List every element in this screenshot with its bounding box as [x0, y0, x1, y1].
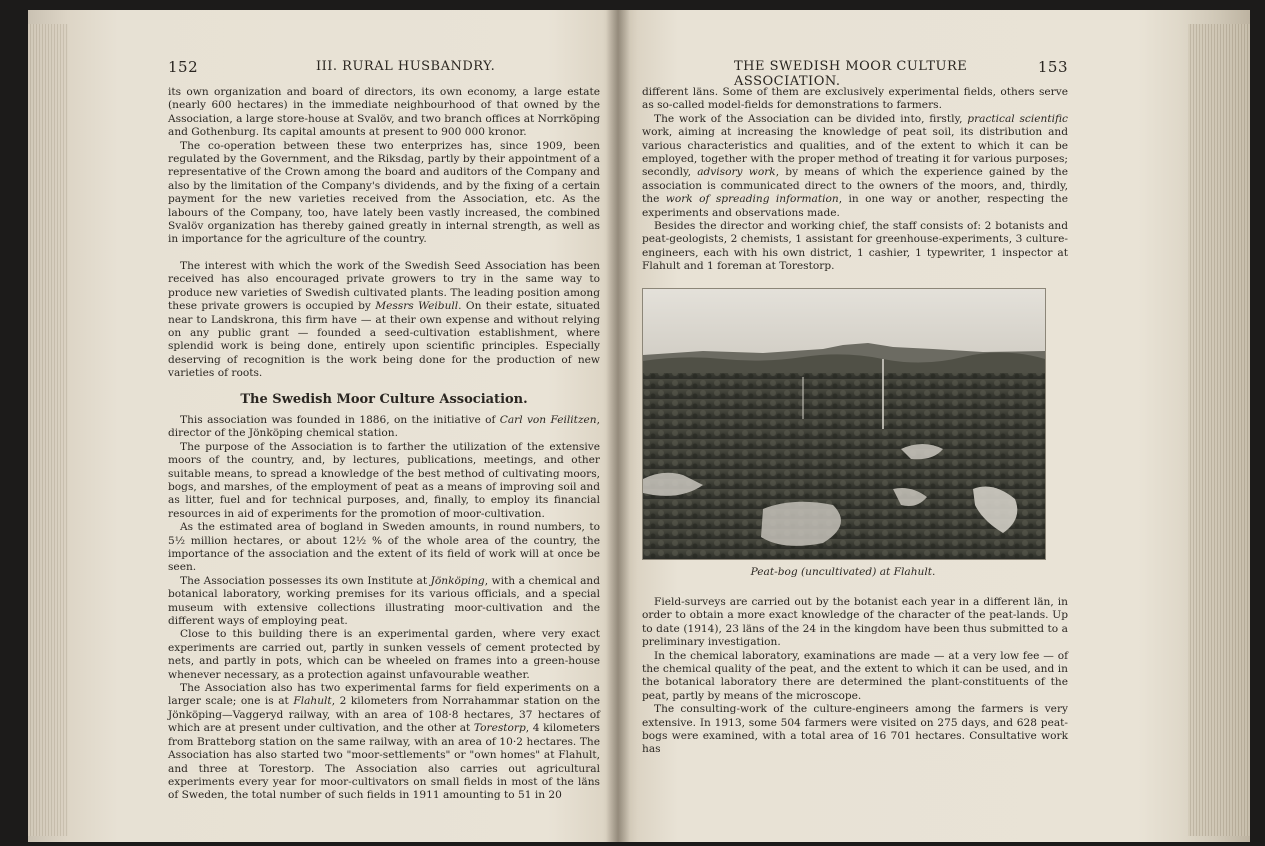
weibull-paragraph: The interest with which the work of the Swedish Seed Association has been received has also encouraged private growers to try in the same way to produce new varieties of Swedish cultivated plants. The leading position among these private growers is occupied by Messrs Weibull. On their estate, situated near to Landskrona, this firm have — at their own expense and without relying on any public grant — founded a seed-cultivation establishment, where splendid work is being done, entirely upon scientific principles. Especially deserving of recognition is the work being done for the production of new varieties of roots.	[168, 259, 601, 380]
founding-paragraph: This association was founded in 1886, on the initiative of Carl von Feilitzen, director of the Jönköping chemical station.	[168, 413, 600, 440]
italic-name: Jönköping	[430, 574, 485, 587]
work-paragraph: The work of the Association can be divided into, firstly, practical scientific work, aiming at increasing the knowledge of peat soil, its distribution and various characteristics and qualities, and of the extent to which it can be employed, together with the proper method of treating it for various purposes; secondly, advisory work, by means of which the experience gained by the association is communicated direct to the owners of the moors, and, thirdly, the work of spreading information, in one way or another, respecting the experiments and observations made.	[642, 112, 1068, 219]
paragraph: Field-surveys are carried out by the botanist each year in a different län, in order to obtain a more exact knowledge of the character of the peat-lands. Up to date (1914), 23 läns of the 24 in the kingdom have been thus submitted to a preliminary investigation.	[642, 596, 1068, 649]
italic-term: work of spreading information	[665, 193, 839, 206]
book-spread	[28, 10, 1250, 842]
book-gutter	[606, 10, 630, 842]
left-running-head: III. RURAL HUSBANDRY.	[316, 59, 496, 74]
right-running-head: THE SWEDISH MOOR CULTURE ASSOCIATION.	[734, 59, 968, 89]
left-page-number: 152	[168, 58, 199, 76]
institute-paragraph: The Association possesses its own Institute at Jönköping, with a chemical and botanical laboratory, working premises for its various officials, and a special museum with extensive collections illustrating moor-cultivation and the different ways of employing peat.	[168, 574, 600, 628]
paragraph: In the chemical laboratory, examinations are made — at a very low fee — of the chemical quality of the peat, and the extent to which it can be used, and in the botanical laboratory there are determined the plant-constituents of the peat, partly by means of the microscope.	[642, 649, 1068, 702]
peat-bog-photo	[642, 288, 1046, 560]
bog-vegetation	[643, 373, 1045, 559]
right-page	[618, 10, 1250, 842]
italic-name: Torestorp	[473, 722, 526, 735]
right-text-column-top	[642, 86, 1068, 274]
paragraph: The purpose of the Association is to farther the utilization of the extensive moors of the country, and, by lectures, publications, meetings, and other suitable means, to spread a knowledge of the best method of cultivating moors, bogs, and marshes, of the employment of peat as a means of improving soil and as litter, fuel and for technical purposes, and, finally, to employ its financial resources in aid of experiments for the promotion of moor-cultivation.	[168, 440, 600, 520]
right-page-number: 153	[1037, 58, 1068, 76]
left-header	[168, 58, 600, 76]
italic-name: Flahult	[293, 695, 332, 708]
paragraph: its own organization and board of directors, its own economy, a large estate (nearly 600 hectares) in the immediate neighbourhood of that owned by the Association, a large store-house at Svalöv, and two branch offices at Norrköping and Gothenburg. Its capital amounts at present to 900 000 kronor.	[168, 86, 600, 139]
left-text-column	[168, 86, 600, 803]
paragraph: As the estimated area of bogland in Sweden amounts, in round numbers, to 5½ million hectares, or about 12½ % of the whole area of the country, the importance of the association and the extent of its field of work will at once be seen.	[168, 521, 600, 574]
peat-bog-image	[643, 289, 1045, 559]
section-heading: The Swedish Moor Culture Association.	[240, 391, 528, 407]
italic-name: Carl von Feilitzen	[499, 413, 597, 426]
italic-term: practical scientific	[967, 112, 1068, 125]
paragraph: different läns. Some of them are exclusively experimental fields, others serve as so-called model-fields for demonstrations to farmers.	[642, 86, 1068, 112]
page-edges-left	[28, 24, 68, 836]
left-page	[28, 10, 618, 842]
paragraph: Besides the director and working chief, the staff consists of: 2 botanists and peat-geologists, 2 chemists, 1 assistant for greenhouse-experiments, 3 culture-engineers, each with his own district, 1 cashier, 1 typewriter, 1 inspector at Flahult and 1 foreman at Torestorp.	[642, 220, 1068, 273]
right-text-column-bottom	[642, 596, 1068, 757]
paragraph: The consulting-work of the culture-engineers among the farmers is very extensive. In 1913, some 504 farmers were visited on 275 days, and 628 peat-bogs were examined, with a total area of 16 701 hectares. Consultative work has	[642, 703, 1068, 756]
farms-paragraph: The Association also has two experimental farms for field experiments on a larger scale; one is at Flahult, 2 kilometers from Norrahammar station on the Jönköping—Vaggeryd railway, with an area of 108·8 hectares, 37 hectares of which are at present under cultivation, and the other at Torestorp, 4 kilometers from Bratteborg station on the same railway, with an area of 10·2 hectares. The Association has also started two "moor-settlements" or "own homes" at Flahult, and three at Torestorp. The Association also carries out agricultural experiments every year for moor-cultivators on small fields in most of the läns of Sweden, the total number of such fields in 1911 amounting to 51 in 20	[168, 682, 600, 802]
paragraph: Close to this building there is an experimental garden, where very exact experiments are carried out, partly in sunken vessels of cement protected by nets, and partly in pots, which can be wheeled on frames into a green-house whenever necessary, as a protection against unfavourable weather.	[168, 628, 600, 681]
paragraph: The co-operation between these two enterprizes has, since 1909, been regulated by the Government, and the Riksdag, partly by their appointment of a representative of the Crown among the board and auditors of the Company and also by the limitation of the Company's dividends, and by the fixing of a certain payment for the new varieties received from the Association, etc. As the labours of the Company, too, have lately been vastly increased, the combined Svalöv organization has thereby gained greatly in internal strength, as well as in importance for the agriculture of the country.	[168, 139, 600, 246]
italic-term: advisory work	[697, 166, 776, 179]
photo-caption: Peat-bog (uncultivated) at Flahult.	[750, 566, 936, 578]
page-edges-right	[1188, 24, 1250, 836]
italic-name: Messrs Weibull	[375, 300, 459, 313]
